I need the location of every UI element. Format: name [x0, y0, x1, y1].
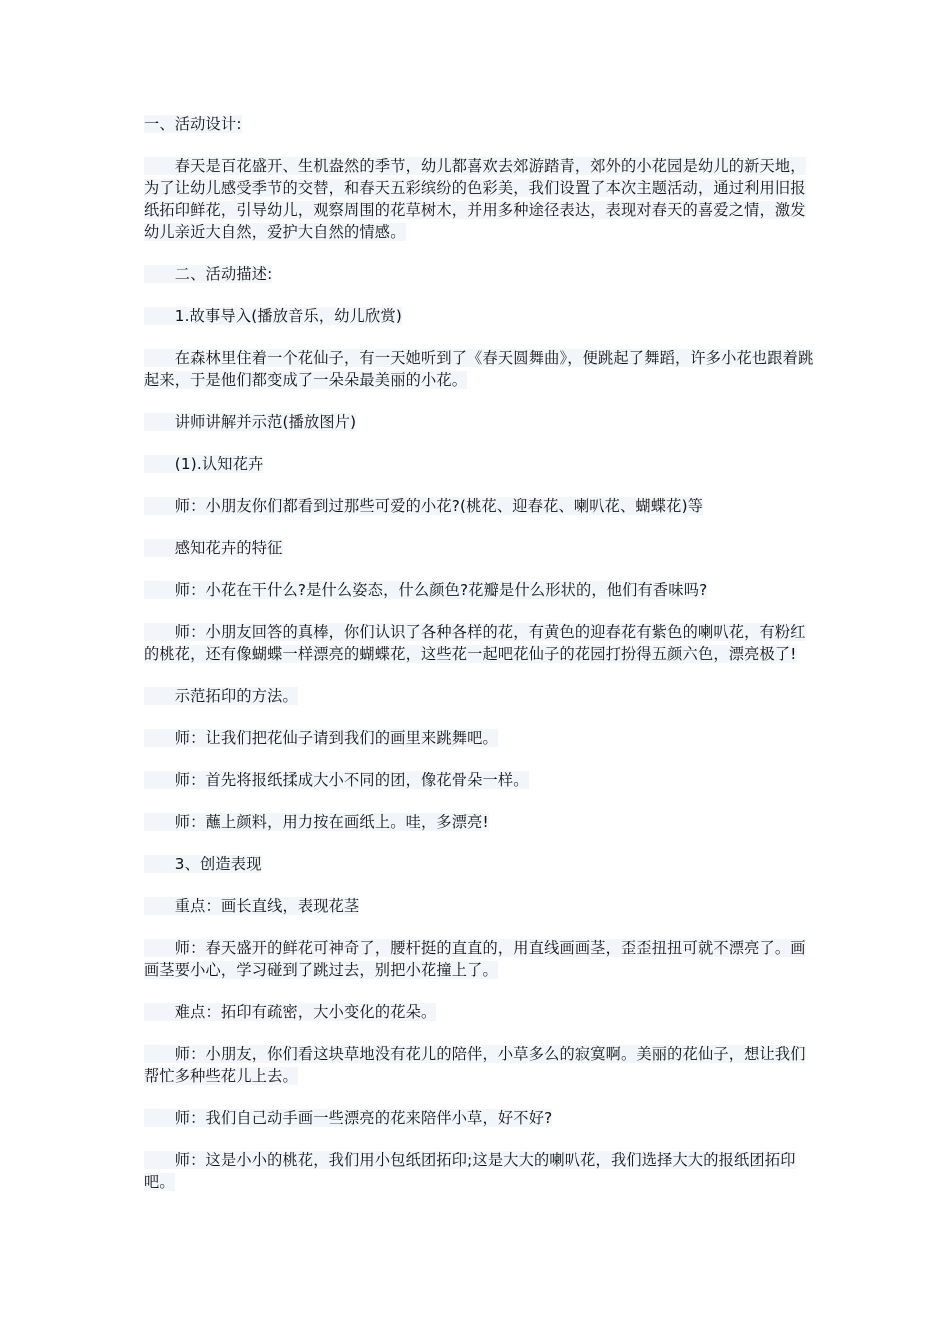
paragraph-key-point: 重点：画长直线，表现花茎 [144, 895, 816, 917]
paragraph-teacher-demo: 讲师讲解并示范(播放图片) [144, 411, 816, 433]
paragraph-teacher-question-1: 师：小朋友你们都看到过那些可爱的小花?(桃花、迎春花、喇叭花、蝴蝶花)等 [144, 495, 816, 517]
section-heading-create: 3、创造表现 [144, 853, 816, 875]
paragraph-teacher-print: 师：这是小小的桃花，我们用小包纸团拓印;这是大大的喇叭花，我们选择大大的报纸团拓印吧。 [144, 1151, 796, 1191]
paragraph-perceive-features: 感知花卉的特征 [144, 537, 816, 559]
paragraph-teacher-step-2: 师：蘸上颜料，用力按在画纸上。哇，多漂亮! [144, 811, 816, 833]
paragraph-difficulty: 难点：拓印有疏密，大小变化的花朵。 [144, 1001, 816, 1023]
paragraph-teacher-stems: 师：春天盛开的鲜花可神奇了，腰杆挺的直直的，用直线画画茎，歪歪扭扭可就不漂亮了。画画茎要小心，学习碰到了跳过去，别把小花撞上了。 [144, 939, 806, 979]
paragraph-teacher-question-2: 师：小花在干什么?是什么姿态，什么颜色?花瓣是什么形状的，他们有香味吗? [144, 579, 816, 601]
section-heading-activity-design: 一、活动设计: [144, 115, 242, 133]
paragraph-story: 在森林里住着一个花仙子，有一天她听到了《春天圆舞曲》，便跳起了舞蹈，许多小花也跟着跳起来，于是他们都变成了一朵朵最美丽的小花。 [144, 349, 814, 389]
paragraph-know-flowers: (1).认知花卉 [144, 453, 816, 475]
paragraph-teacher-praise: 师：小朋友回答的真棒，你们认识了各种各样的花，有黄色的迎春花有紫色的喇叭花，有粉红的桃花，还有像蝴蝶一样漂亮的蝴蝶花，这些花一起吧花仙子的花园打扮得五颜六色，漂亮极了! [144, 623, 806, 663]
paragraph-teacher-draw: 师：我们自己动手画一些漂亮的花来陪伴小草，好不好? [144, 1107, 816, 1129]
paragraph-intro: 春天是百花盛开、生机盎然的季节，幼儿都喜欢去郊游踏青，郊外的小花园是幼儿的新天地，为了让幼儿感受季节的交替，和春天五彩缤纷的色彩美，我们设置了本次主题活动，通过利用旧报纸拓印鲜花，引导幼儿，观察周围的花草树木，并用多种途径表达，表现对春天的喜爱之情，激发幼儿亲近大自然，爱护大自然的情感。 [144, 157, 806, 241]
paragraph-demo-method: 示范拓印的方法。 [144, 685, 816, 707]
paragraph-teacher-step-1: 师：首先将报纸揉成大小不同的团，像花骨朵一样。 [144, 769, 816, 791]
section-heading-activity-description: 二、活动描述: [144, 263, 816, 285]
paragraph-story-intro: 1.故事导入(播放音乐，幼儿欣赏) [144, 305, 816, 327]
paragraph-teacher-invite: 师：让我们把花仙子请到我们的画里来跳舞吧。 [144, 727, 816, 749]
document-page [144, 113, 816, 1213]
paragraph-teacher-grass: 师：小朋友，你们看这块草地没有花儿的陪伴，小草多么的寂寞啊。美丽的花仙子，想让我们帮忙多种些花儿上去。 [144, 1045, 806, 1085]
